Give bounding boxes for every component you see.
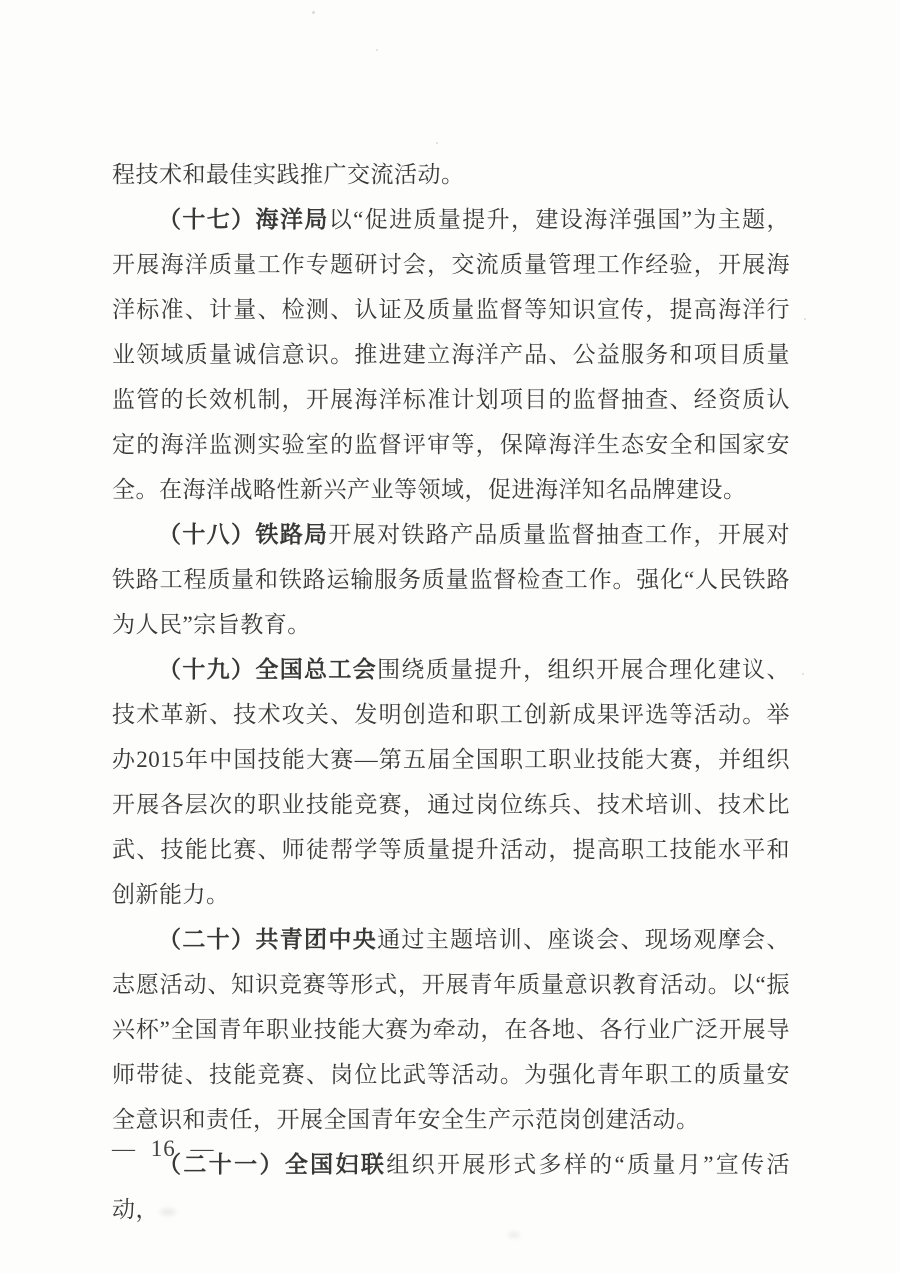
paragraph-twenty-youth-league xyxy=(112,917,790,1142)
paragraph-eighteen-body: 开展对铁路产品质量监督抽查工作，开展对铁路工程质量和铁路运输服务质量监督检查工作。强化“人民铁路为人民”宗旨教育。 xyxy=(112,522,791,637)
paragraph-twentyone-head: （二十一）全国妇联 xyxy=(158,1151,387,1177)
scan-speck xyxy=(312,11,315,14)
paragraph-nineteen-body: 围绕质量提升，组织开展合理化建议、技术革新、技术攻关、发明创造和职工创新成果评选等活动。举办2015年中国技能大赛—第五届全国职工职业技能大赛，并组织开展各层次的职业技能竞赛，通过岗位练兵、技术培训、技术比武、技能比赛、师徒帮学等质量提升活动，提高职工技能水平和创新能力。 xyxy=(112,657,791,907)
document-body xyxy=(112,152,790,1232)
scan-speck xyxy=(376,49,378,51)
paragraph-eighteen-head: （十八）铁路局 xyxy=(158,521,329,547)
scan-speck xyxy=(804,318,806,320)
paragraph-seventeen-body: 以“促进质量提升，建设海洋强国”为主题，开展海洋质量工作专题研讨会，交流质量管理工作经验，开展海洋标准、计量、检测、认证及质量监督等知识宣传，提高海洋行业领域质量诚信意识。推进建立海洋产品、公益服务和项目质量监管的长效机制，开展海洋标准计划项目的监督抽查、经资质认定的海洋监测实验室的监督评审等，保障海洋生态安全和国家安全。在海洋战略性新兴产业等领域，促进海洋知名品牌建设。 xyxy=(112,207,791,502)
paragraph-seventeen-ocean-bureau xyxy=(112,197,790,512)
paragraph-continuation: 程技术和最佳实践推广交流活动。 xyxy=(112,162,465,187)
paragraph-nineteen-head: （十九）全国总工会 xyxy=(158,656,378,682)
scan-smudge xyxy=(508,1232,520,1238)
scan-smudge xyxy=(160,1208,176,1216)
paragraph-twenty-head: （二十）共青团中央 xyxy=(158,926,378,952)
paragraph-seventeen-head: （十七）海洋局 xyxy=(158,206,329,232)
paragraph-twentyone-body: 组织开展形式多样的“质量月”宣传活动， xyxy=(112,1152,791,1222)
paragraph-eighteen-railway-bureau xyxy=(112,512,790,647)
paragraph-twenty-body: 通过主题培训、座谈会、现场观摩会、志愿活动、知识竞赛等形式，开展青年质量意识教育活动。以“振兴杯”全国青年职业技能大赛为牵动，在各地、各行业广泛开展导师带徒、技能竞赛、岗位比武等活动。为强化青年职工的质量安全意识和责任，开展全国青年安全生产示范岗创建活动。 xyxy=(112,927,791,1132)
paragraph-nineteen-trade-union xyxy=(112,647,790,917)
page-number: — 16 — xyxy=(112,1136,215,1161)
scan-speck xyxy=(802,673,804,675)
scan-speck xyxy=(436,142,438,144)
